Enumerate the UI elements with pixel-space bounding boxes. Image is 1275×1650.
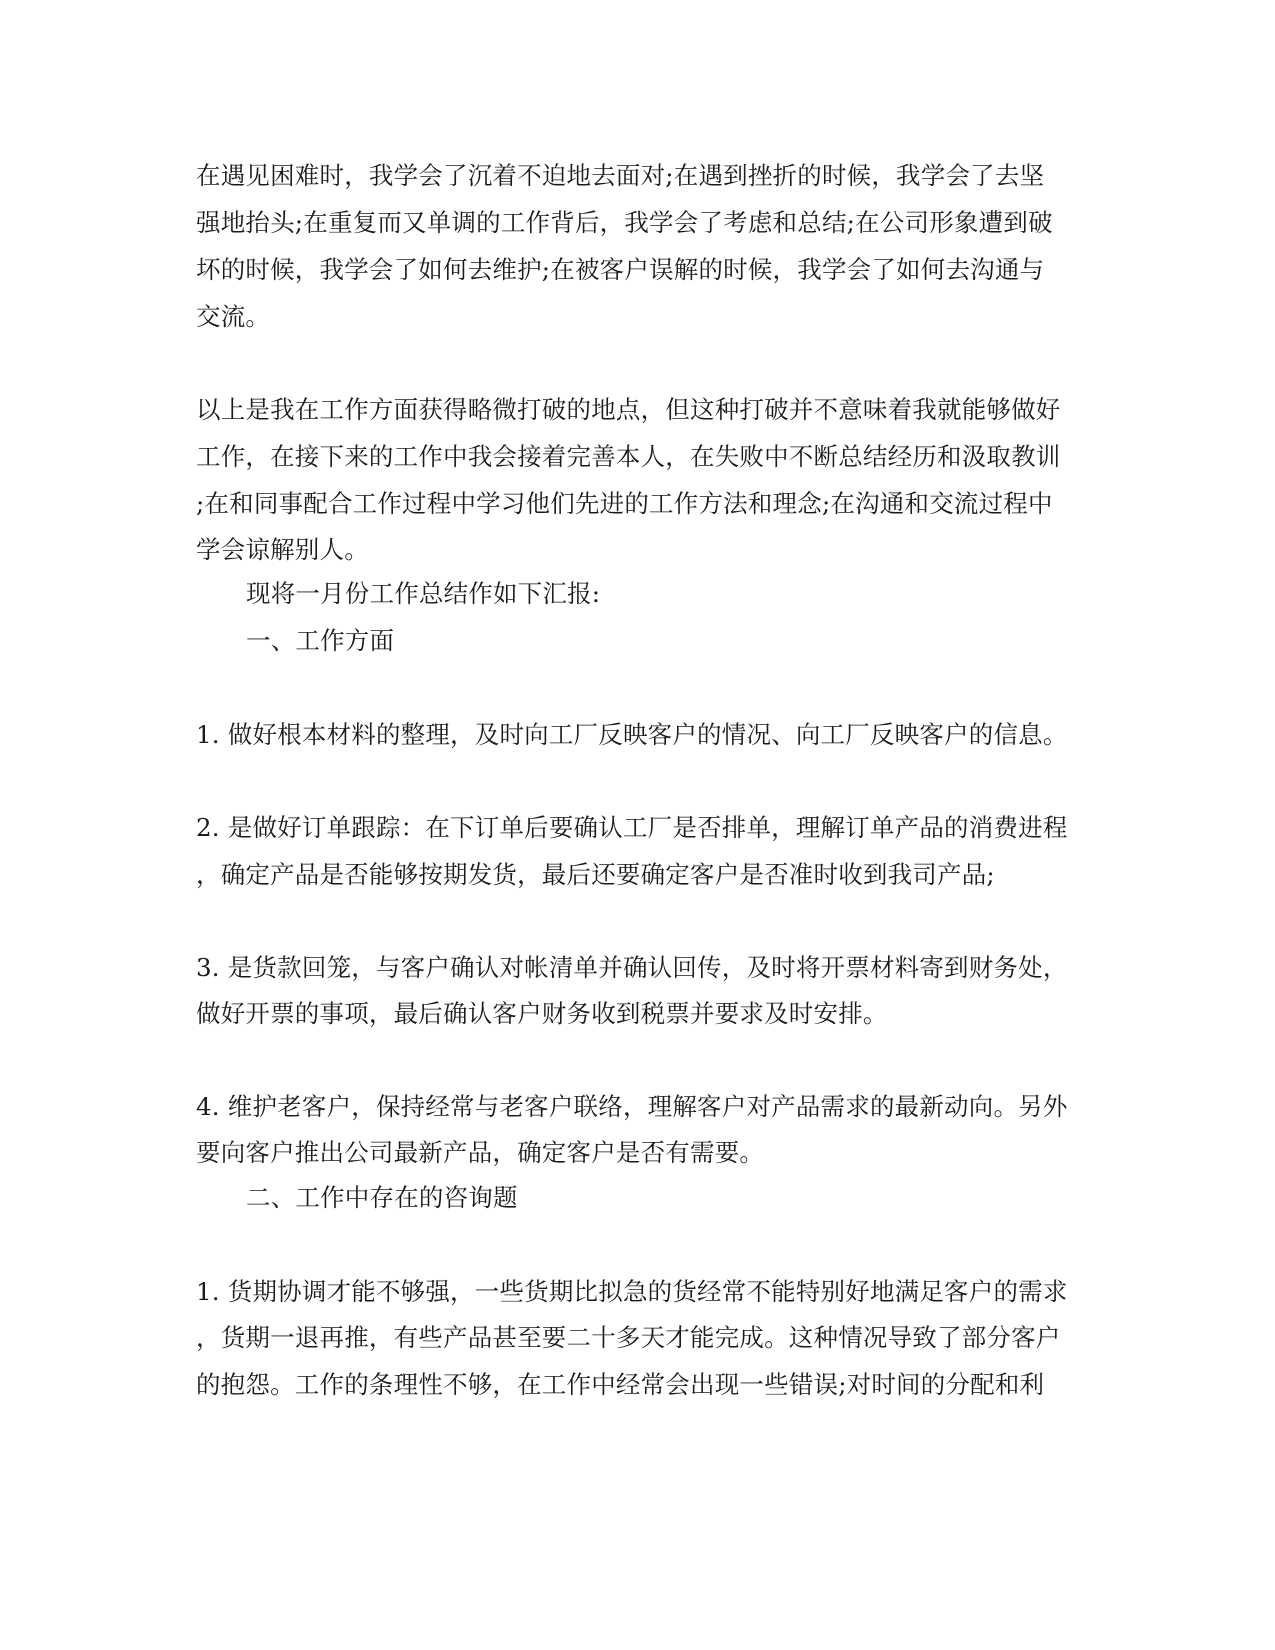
list-item-continuation: ，确定产品是否能够按期发货，最后还要确定客户是否准时收到我司产品; bbox=[196, 860, 995, 889]
report-intro: 现将一月份工作总结作如下汇报: bbox=[246, 579, 601, 608]
list-item-continuation: ，货期一退再推，有些产品甚至要二十多天才能完成。这种情况导致了部分客户 bbox=[196, 1323, 1061, 1352]
list-item: 1. 做好根本材料的整理，及时向工厂反映客户的情况、向工厂反映客户的信息。 bbox=[196, 720, 1068, 749]
section-heading-work: 一、工作方面 bbox=[246, 626, 395, 655]
paragraph-line: 在遇见困难时，我学会了沉着不迫地去面对;在遇到挫折的时候，我学会了去坚 bbox=[196, 161, 1045, 190]
list-item-continuation: 要向客户推出公司最新产品，确定客户是否有需要。 bbox=[196, 1138, 765, 1167]
section-heading-problems: 二、工作中存在的咨询题 bbox=[246, 1183, 518, 1212]
list-item: 1. 货期协调才能不够强，一些货期比拟急的货经常不能特别好地满足客户的需求 bbox=[196, 1277, 1068, 1306]
paragraph-line: 坏的时候，我学会了如何去维护;在被客户误解的时候，我学会了如何去沟通与 bbox=[196, 255, 1045, 284]
paragraph-line: 工作，在接下来的工作中我会接着完善本人，在失败中不断总结经历和汲取教训 bbox=[196, 442, 1061, 471]
list-item-continuation: 的抱怨。工作的条理性不够，在工作中经常会出现一些错误;对时间的分配和利 bbox=[196, 1370, 1045, 1399]
paragraph-line: 交流。 bbox=[196, 302, 271, 331]
paragraph-line: ;在和同事配合工作过程中学习他们先进的工作方法和理念;在沟通和交流过程中 bbox=[196, 489, 1053, 518]
paragraph-line: 强地抬头;在重复而又单调的工作背后，我学会了考虑和总结;在公司形象遭到破 bbox=[196, 208, 1053, 237]
list-item-continuation: 做好开票的事项，最后确认客户财务收到税票并要求及时安排。 bbox=[196, 999, 888, 1028]
list-item: 4. 维护老客户，保持经常与老客户联络，理解客户对产品需求的最新动向。另外 bbox=[196, 1092, 1068, 1121]
paragraph-line: 以上是我在工作方面获得略微打破的地点，但这种打破并不意味着我就能够做好 bbox=[196, 395, 1061, 424]
list-item: 2. 是做好订单跟踪：在下订单后要确认工厂是否排单，理解订单产品的消费进程 bbox=[196, 813, 1068, 842]
list-item: 3. 是货款回笼，与客户确认对帐清单并确认回传，及时将开票材料寄到财务处， bbox=[196, 953, 1068, 982]
paragraph-line: 学会谅解别人。 bbox=[196, 535, 369, 564]
